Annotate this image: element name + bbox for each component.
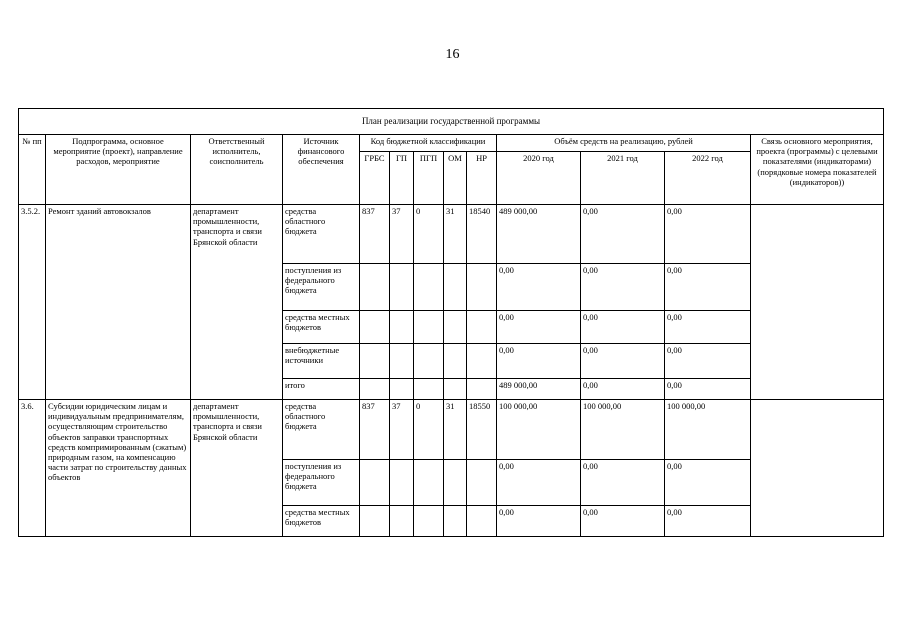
amount-2020: 0,00 bbox=[497, 460, 581, 506]
grbs-code bbox=[360, 311, 390, 344]
header-2022: 2022 год bbox=[665, 152, 751, 205]
grbs-code: 837 bbox=[360, 205, 390, 264]
nr-code bbox=[467, 506, 497, 537]
header-pgp: ПГП bbox=[414, 152, 444, 205]
amount-2021: 0,00 bbox=[581, 460, 665, 506]
amount-2022: 0,00 bbox=[665, 506, 751, 537]
amount-2021: 0,00 bbox=[581, 205, 665, 264]
header-volume: Объём средств на реализацию, рублей bbox=[497, 135, 751, 152]
nr-code bbox=[467, 311, 497, 344]
grbs-code bbox=[360, 460, 390, 506]
pgp-code: 0 bbox=[414, 205, 444, 264]
gp-code bbox=[390, 311, 414, 344]
table-row bbox=[19, 205, 884, 264]
amount-2022: 0,00 bbox=[665, 311, 751, 344]
amount-2020: 100 000,00 bbox=[497, 400, 581, 460]
grbs-code bbox=[360, 264, 390, 311]
om-code: 31 bbox=[444, 400, 467, 460]
nr-code bbox=[467, 379, 497, 400]
grbs-code: 837 bbox=[360, 400, 390, 460]
nr-code: 18550 bbox=[467, 400, 497, 460]
pgp-code bbox=[414, 506, 444, 537]
table-row bbox=[19, 400, 884, 460]
grbs-code bbox=[360, 379, 390, 400]
header-om: ОМ bbox=[444, 152, 467, 205]
amount-2020: 489 000,00 bbox=[497, 205, 581, 264]
amount-2022: 0,00 bbox=[665, 344, 751, 379]
indicator-link bbox=[751, 205, 884, 400]
gp-code bbox=[390, 460, 414, 506]
amount-2022: 0,00 bbox=[665, 205, 751, 264]
program-plan-table bbox=[18, 108, 884, 537]
pgp-code bbox=[414, 311, 444, 344]
nr-code bbox=[467, 264, 497, 311]
indicator-link bbox=[751, 400, 884, 537]
amount-2021: 0,00 bbox=[581, 311, 665, 344]
funding-source: поступления из федерального бюджета bbox=[283, 460, 360, 506]
header-link: Связь основного мероприятия, проекта (программы) с целевыми показателями (индикаторами) (порядковые номера показателей (индикаторов)) bbox=[751, 135, 884, 205]
header-2020: 2020 год bbox=[497, 152, 581, 205]
amount-2022: 100 000,00 bbox=[665, 400, 751, 460]
nr-code bbox=[467, 344, 497, 379]
amount-2021: 0,00 bbox=[581, 264, 665, 311]
amount-2021: 0,00 bbox=[581, 344, 665, 379]
om-code bbox=[444, 460, 467, 506]
om-code bbox=[444, 344, 467, 379]
nr-code: 18540 bbox=[467, 205, 497, 264]
amount-2021: 100 000,00 bbox=[581, 400, 665, 460]
amount-2021: 0,00 bbox=[581, 506, 665, 537]
amount-2020: 0,00 bbox=[497, 311, 581, 344]
om-code bbox=[444, 506, 467, 537]
amount-2020: 0,00 bbox=[497, 344, 581, 379]
amount-2022: 0,00 bbox=[665, 379, 751, 400]
om-code bbox=[444, 264, 467, 311]
funding-source: внебюджетные источники bbox=[283, 344, 360, 379]
row-number: 3.5.2. bbox=[19, 205, 46, 400]
om-code bbox=[444, 311, 467, 344]
gp-code: 37 bbox=[390, 400, 414, 460]
header-grbs: ГРБС bbox=[360, 152, 390, 205]
table-title: План реализации государственной программы bbox=[19, 109, 884, 135]
pgp-code bbox=[414, 460, 444, 506]
executor: департамент промышленности, транспорта и связи Брянской области bbox=[191, 205, 283, 400]
page-number: 16 bbox=[445, 47, 460, 62]
header-2021: 2021 год bbox=[581, 152, 665, 205]
gp-code bbox=[390, 344, 414, 379]
pgp-code bbox=[414, 379, 444, 400]
header-subprogram: Подпрограмма, основное мероприятие (проект), направление расходов, мероприятие bbox=[46, 135, 191, 205]
gp-code bbox=[390, 506, 414, 537]
om-code: 31 bbox=[444, 205, 467, 264]
funding-source: поступления из федерального бюджета bbox=[283, 264, 360, 311]
amount-2022: 0,00 bbox=[665, 264, 751, 311]
amount-2020: 489 000,00 bbox=[497, 379, 581, 400]
header-budget-code: Код бюджетной классификации bbox=[360, 135, 497, 152]
pgp-code bbox=[414, 344, 444, 379]
amount-2021: 0,00 bbox=[581, 379, 665, 400]
om-code bbox=[444, 379, 467, 400]
funding-source: итого bbox=[283, 379, 360, 400]
header-row-top bbox=[19, 135, 884, 152]
amount-2020: 0,00 bbox=[497, 506, 581, 537]
executor: департамент промышленности, транспорта и связи Брянской области bbox=[191, 400, 283, 537]
amount-2022: 0,00 bbox=[665, 460, 751, 506]
pgp-code: 0 bbox=[414, 400, 444, 460]
grbs-code bbox=[360, 506, 390, 537]
gp-code: 37 bbox=[390, 205, 414, 264]
grbs-code bbox=[360, 344, 390, 379]
header-gp: ГП bbox=[390, 152, 414, 205]
table-title-row bbox=[19, 109, 884, 135]
measure-name: Субсидии юридическим лицам и индивидуальным предпринимателям, осуществляющим строительство объектов заправки транспортных средств компримированным (сжатым) природным газом, на компенсацию части затрат по строительству данных объектов bbox=[46, 400, 191, 537]
header-num: № пп bbox=[19, 135, 46, 205]
nr-code bbox=[467, 460, 497, 506]
row-number: 3.6. bbox=[19, 400, 46, 537]
header-source: Источник финансового обеспечения bbox=[283, 135, 360, 205]
funding-source: средства областного бюджета bbox=[283, 400, 360, 460]
gp-code bbox=[390, 379, 414, 400]
header-nr: НР bbox=[467, 152, 497, 205]
measure-name: Ремонт зданий автовокзалов bbox=[46, 205, 191, 400]
gp-code bbox=[390, 264, 414, 311]
amount-2020: 0,00 bbox=[497, 264, 581, 311]
pgp-code bbox=[414, 264, 444, 311]
funding-source: средства местных бюджетов bbox=[283, 311, 360, 344]
funding-source: средства областного бюджета bbox=[283, 205, 360, 264]
funding-source: средства местных бюджетов bbox=[283, 506, 360, 537]
header-executor: Ответственный исполнитель, соисполнитель bbox=[191, 135, 283, 205]
